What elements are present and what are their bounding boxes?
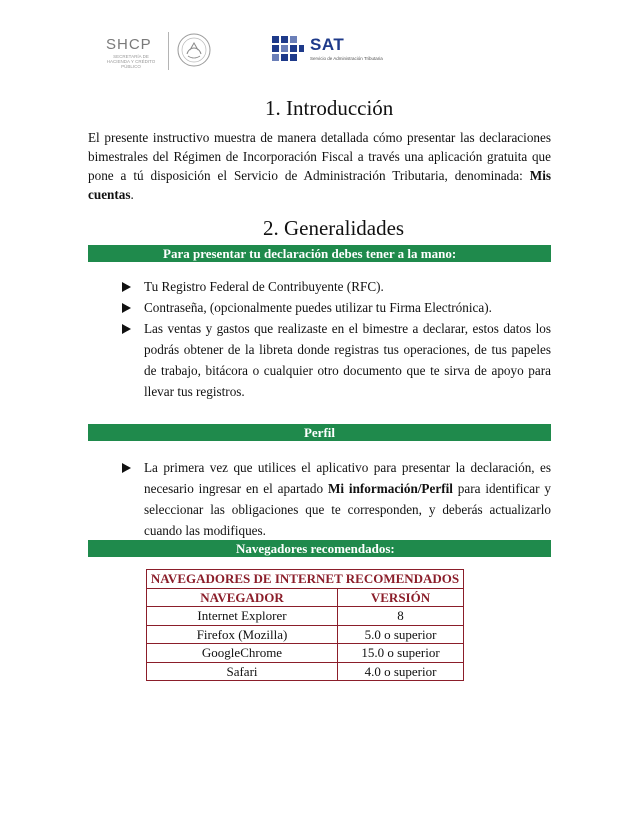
navegadores-bar-label: Navegadores recomendados: [236, 541, 395, 556]
intro-text-end: . [130, 187, 134, 202]
table-row [147, 607, 464, 626]
sat-logo-text: SAT [310, 35, 345, 54]
sat-logo [270, 34, 400, 64]
column-header-version: VERSIÓN [338, 588, 464, 607]
list-item [122, 457, 551, 541]
table-title: NAVEGADORES DE INTERNET RECOMENDADOS [147, 570, 464, 589]
sat-grid-icon [270, 34, 306, 64]
perfil-text: La primera vez que utilices el aplicativo para presentar la declaración, es necesario ingresar en el apartado [144, 460, 551, 496]
list-item [122, 297, 551, 318]
browsers-table [146, 569, 464, 681]
version-cell: 4.0 o superior [338, 662, 464, 681]
list-item-text: Las ventas y gastos que realizaste en el bimestre a declarar, estos datos los podrás obtener de la libreta donde registras tus operaciones, de tus papeles de trabajo, bitácora o cualquier otro documento que te sirva de apoyo para llevar tus registros. [144, 321, 551, 399]
requirements-bar-label: Para presentar tu declaración debes tener a la mano: [163, 246, 457, 261]
browser-cell: Internet Explorer [147, 607, 338, 626]
list-item-text: Contraseña, (opcionalmente puedes utilizar tu Firma Electrónica). [144, 300, 492, 315]
list-item [122, 276, 551, 297]
requirements-bar [88, 245, 551, 262]
perfil-bar [88, 424, 551, 441]
list-item-text: Tu Registro Federal de Contribuyente (RFC). [144, 279, 384, 294]
version-cell: 5.0 o superior [338, 625, 464, 644]
navegadores-bar [88, 540, 551, 557]
shcp-logo [98, 30, 218, 72]
browser-cell: Firefox (Mozilla) [147, 625, 338, 644]
perfil-bar-label: Perfil [303, 425, 336, 440]
mis-cuentas-name: Mis cuentas [88, 168, 551, 202]
perfil-list [122, 457, 551, 541]
intro-text: El presente instructivo muestra de manera detallada cómo presentar las declaraciones bimestrales del Régimen de Incorporación Fiscal a través una aplicación gratuita que pone a tú disposición el Servicio de Administración Tributaria, denominada: [88, 130, 551, 183]
version-cell: 15.0 o superior [338, 644, 464, 663]
arrow-bullet-icon [122, 282, 131, 292]
shcp-logo-subtitle: SECRETARÍA DE HACIENDA Y CRÉDITO PÚBLICO [106, 54, 156, 69]
arrow-bullet-icon [122, 463, 131, 473]
browser-cell: GoogleChrome [147, 644, 338, 663]
table-row [147, 662, 464, 681]
browser-cell: Safari [147, 662, 338, 681]
table-header-row [147, 588, 464, 607]
mexico-seal-icon [176, 32, 212, 68]
table-row [147, 644, 464, 663]
shcp-logo-text: SHCP [106, 36, 152, 53]
version-cell: 8 [338, 607, 464, 626]
generalidades-heading: 2. Generalidades [263, 216, 405, 240]
requirements-list [122, 276, 551, 402]
arrow-bullet-icon [122, 303, 131, 313]
perfil-menu-path: Mi información/Perfil [327, 481, 453, 496]
column-header-browser: NAVEGADOR [147, 588, 338, 607]
intro-paragraph [88, 128, 551, 204]
table-row [147, 625, 464, 644]
list-item [122, 318, 551, 402]
logo-divider [168, 32, 169, 70]
sat-logo-subtitle: Servicio de Administración Tributaria [310, 56, 383, 61]
intro-heading: 1. Introducción [265, 96, 394, 120]
arrow-bullet-icon [122, 324, 131, 334]
perfil-text-end: para identificar y seleccionar las obligaciones que te corresponden, y deberás actualizarlo cuando las modifiques. [144, 481, 551, 538]
table-title-row [147, 570, 464, 589]
